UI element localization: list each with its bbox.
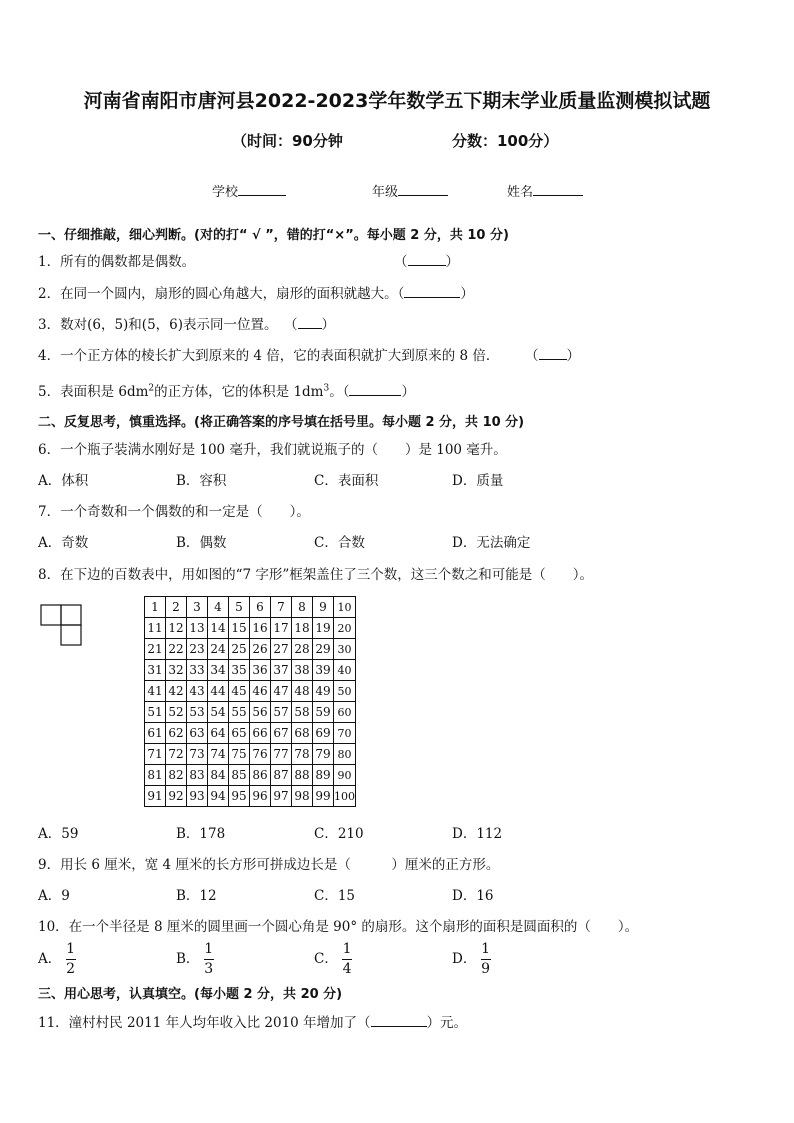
answer-2-blank[interactable] xyxy=(404,297,460,298)
q8-option-a[interactable]: A．59 xyxy=(38,826,79,842)
hundred-chart-cell: 17 xyxy=(271,618,292,639)
hundred-chart-cell: 5 xyxy=(229,597,250,618)
hundred-chart-cell: 51 xyxy=(145,702,166,723)
hundred-chart-cell: 89 xyxy=(313,765,334,786)
denominator: 4 xyxy=(342,961,352,977)
name-label: 姓名 xyxy=(507,185,534,200)
paren-close: ） xyxy=(321,317,335,333)
hundred-chart-cell: 95 xyxy=(229,786,250,807)
hundred-chart-cell: 11 xyxy=(145,618,166,639)
hundred-chart-cell: 50 xyxy=(334,681,356,702)
hundred-chart-cell: 96 xyxy=(250,786,271,807)
exam-time: （时间：90分钟 xyxy=(232,132,343,150)
name-field[interactable] xyxy=(507,181,583,200)
fraction xyxy=(204,942,214,977)
answer-1[interactable] xyxy=(394,250,459,270)
hundred-chart-cell: 57 xyxy=(271,702,292,723)
hundred-chart-cell: 18 xyxy=(292,618,313,639)
numerator: 1 xyxy=(204,941,214,957)
option-label: B． xyxy=(176,951,200,967)
hundred-chart-cell: 38 xyxy=(292,660,313,681)
numerator: 1 xyxy=(342,941,352,957)
exam-score: 分数：100分） xyxy=(452,132,559,150)
hundred-chart-cell: 13 xyxy=(187,618,208,639)
question-3-text: 3．数对(6，5)和(5，6)表示同一位置。 xyxy=(38,317,278,333)
question-5-sup-1: 2 xyxy=(148,383,155,394)
answer-1-blank[interactable] xyxy=(408,265,446,266)
hundred-chart-cell: 62 xyxy=(166,723,187,744)
denominator: 9 xyxy=(481,961,491,977)
hundred-chart-cell: 67 xyxy=(271,723,292,744)
hundred-chart-cell: 15 xyxy=(229,618,250,639)
q9-option-d[interactable]: D．16 xyxy=(452,888,494,904)
grade-label: 年级 xyxy=(372,185,399,200)
hundred-chart-cell: 76 xyxy=(250,744,271,765)
hundred-chart-cell: 41 xyxy=(145,681,166,702)
q7-option-d[interactable]: D．无法确定 xyxy=(452,535,531,551)
hundred-chart-cell: 43 xyxy=(187,681,208,702)
grade-field[interactable] xyxy=(372,181,448,200)
hundred-chart-cell: 45 xyxy=(229,681,250,702)
hundred-chart-row xyxy=(145,702,356,723)
hundred-chart-cell: 24 xyxy=(208,639,229,660)
paren-open: （ xyxy=(525,348,539,364)
hundred-chart-row xyxy=(145,639,356,660)
hundred-chart-cell: 21 xyxy=(145,639,166,660)
q6-option-b[interactable]: B．容积 xyxy=(176,473,227,489)
hundred-chart-cell: 46 xyxy=(250,681,271,702)
option-label: D． xyxy=(452,951,477,967)
hundred-chart-cell: 92 xyxy=(166,786,187,807)
question-1 xyxy=(38,250,195,270)
hundred-chart-cell: 78 xyxy=(292,744,313,765)
seven-shape-frame-figure xyxy=(40,604,82,646)
denominator: 3 xyxy=(204,961,214,977)
q6-option-d[interactable]: D．质量 xyxy=(452,473,504,489)
hundred-chart-cell: 9 xyxy=(313,597,334,618)
school-label: 学校 xyxy=(212,185,239,200)
hundred-chart-row xyxy=(145,786,356,807)
hundred-chart-cell: 90 xyxy=(334,765,356,786)
hundred-chart-cell: 37 xyxy=(271,660,292,681)
paren-close: ） xyxy=(445,254,459,270)
section-1-heading: 一、仔细推敲，细心判断。(对的打“ √ ”，错的打“×”。每小题 2 分，共 10 分) xyxy=(38,228,509,243)
paren-open: （ xyxy=(394,254,408,270)
q6-option-a[interactable]: A．体积 xyxy=(38,473,89,489)
question-1-text: 1．所有的偶数都是偶数。 xyxy=(38,254,196,270)
hundred-chart-cell: 75 xyxy=(229,744,250,765)
hundred-chart-cell: 68 xyxy=(292,723,313,744)
hundred-chart-cell: 100 xyxy=(334,786,356,807)
hundred-chart-row xyxy=(145,723,356,744)
hundred-chart-cell: 59 xyxy=(313,702,334,723)
question-5 xyxy=(38,380,415,400)
q10-option-c[interactable] xyxy=(314,942,352,977)
hundred-chart-cell: 8 xyxy=(292,597,313,618)
question-8: 8．在下边的百数表中，用如图的“7 字形”框架盖住了三个数，这三个数之和可能是（ ）。 xyxy=(38,567,594,583)
hundred-chart-row xyxy=(145,597,356,618)
question-11-text-a: 11．潼村村民 2011 年人均年收入比 2010 年增加了（ xyxy=(38,1015,371,1031)
hundred-chart-cell: 91 xyxy=(145,786,166,807)
hundred-chart-cell: 86 xyxy=(250,765,271,786)
school-blank[interactable] xyxy=(238,195,286,196)
hundred-chart-cell: 1 xyxy=(145,597,166,618)
q9-option-c[interactable]: C．15 xyxy=(314,888,356,904)
hundred-chart-cell: 99 xyxy=(313,786,334,807)
name-blank[interactable] xyxy=(533,195,583,196)
hundred-chart-cell: 84 xyxy=(208,765,229,786)
question-4 xyxy=(38,344,499,364)
hundred-chart-cell: 79 xyxy=(313,744,334,765)
school-field[interactable] xyxy=(212,181,286,200)
hundred-chart-cell: 54 xyxy=(208,702,229,723)
hundred-chart xyxy=(144,596,356,807)
hundred-chart-row xyxy=(145,681,356,702)
q9-option-b[interactable]: B．12 xyxy=(176,888,217,904)
hundred-chart-cell: 34 xyxy=(208,660,229,681)
paren-open: （ xyxy=(342,384,350,400)
hundred-chart-cell: 77 xyxy=(271,744,292,765)
hundred-chart-cell: 32 xyxy=(166,660,187,681)
hundred-chart-row xyxy=(145,618,356,639)
question-5-text-b: 的正方体，它的体积是 1dm xyxy=(154,384,324,400)
grade-blank[interactable] xyxy=(398,195,448,196)
q6-option-c[interactable]: C．表面积 xyxy=(314,473,379,489)
question-5-text-c: 。 xyxy=(329,384,343,400)
hundred-chart-cell: 82 xyxy=(166,765,187,786)
q7-option-b[interactable]: B．偶数 xyxy=(176,535,227,551)
hundred-chart-cell: 23 xyxy=(187,639,208,660)
answer-4-blank[interactable] xyxy=(539,359,567,360)
hundred-chart-cell: 56 xyxy=(250,702,271,723)
q8-option-c[interactable]: C．210 xyxy=(314,826,364,842)
denominator: 2 xyxy=(66,961,75,977)
hundred-chart-cell: 72 xyxy=(166,744,187,765)
hundred-chart-cell: 4 xyxy=(208,597,229,618)
q9-option-a[interactable]: A．9 xyxy=(38,888,70,904)
question-5-sup-2: 3 xyxy=(323,383,330,394)
hundred-chart-cell: 80 xyxy=(334,744,356,765)
hundred-chart-cell: 63 xyxy=(187,723,208,744)
hundred-chart-cell: 93 xyxy=(187,786,208,807)
hundred-chart-cell: 3 xyxy=(187,597,208,618)
question-2 xyxy=(38,282,474,302)
numerator: 1 xyxy=(481,941,491,957)
page-title: 河南省南阳市唐河县2022-2023学年数学五下期末学业质量监测模拟试题 xyxy=(83,90,711,112)
hundred-chart-cell: 29 xyxy=(313,639,334,660)
hundred-chart-cell: 52 xyxy=(166,702,187,723)
hundred-chart-cell: 14 xyxy=(208,618,229,639)
section-2-heading: 二、反复思考，慎重选择。(将正确答案的序号填在括号里。每小题 2 分，共 10 分) xyxy=(38,415,525,430)
question-5-text-a: 5．表面积是 6dm xyxy=(38,384,149,400)
q8-option-b[interactable]: B．178 xyxy=(176,826,226,842)
hundred-chart-cell: 83 xyxy=(187,765,208,786)
hundred-chart-cell: 10 xyxy=(334,597,356,618)
paren-open: （ xyxy=(397,286,405,302)
hundred-chart-cell: 81 xyxy=(145,765,166,786)
q10-option-b[interactable] xyxy=(176,942,214,977)
hundred-chart-cell: 25 xyxy=(229,639,250,660)
hundred-chart-cell: 69 xyxy=(313,723,334,744)
hundred-chart-cell: 16 xyxy=(250,618,271,639)
fraction xyxy=(66,942,76,977)
fraction xyxy=(481,942,491,977)
hundred-chart-cell: 30 xyxy=(334,639,356,660)
hundred-chart-cell: 26 xyxy=(250,639,271,660)
hundred-chart-cell: 88 xyxy=(292,765,313,786)
hundred-chart-cell: 85 xyxy=(229,765,250,786)
hundred-chart-cell: 39 xyxy=(313,660,334,681)
hundred-chart-cell: 87 xyxy=(271,765,292,786)
hundred-chart-cell: 58 xyxy=(292,702,313,723)
hundred-chart-cell: 65 xyxy=(229,723,250,744)
hundred-chart-cell: 49 xyxy=(313,681,334,702)
answer-11-blank[interactable] xyxy=(371,1026,427,1027)
hundred-chart-cell: 28 xyxy=(292,639,313,660)
hundred-chart-cell: 20 xyxy=(334,618,356,639)
question-11 xyxy=(38,1011,467,1031)
answer-4[interactable] xyxy=(525,344,580,364)
hundred-chart-cell: 44 xyxy=(208,681,229,702)
question-11-text-b: ）元。 xyxy=(426,1015,468,1031)
section-3-heading: 三、用心思考，认真填空。(每小题 2 分，共 20 分) xyxy=(38,987,343,1002)
hundred-chart-cell: 35 xyxy=(229,660,250,681)
q7-option-c[interactable]: C．合数 xyxy=(314,535,365,551)
hundred-chart-cell: 73 xyxy=(187,744,208,765)
question-7: 7．一个奇数和一个偶数的和一定是（ ）。 xyxy=(38,504,310,520)
hundred-chart-cell: 6 xyxy=(250,597,271,618)
hundred-chart-cell: 19 xyxy=(313,618,334,639)
q10-option-d[interactable] xyxy=(452,942,491,977)
hundred-chart-cell: 31 xyxy=(145,660,166,681)
hundred-chart-cell: 33 xyxy=(187,660,208,681)
hundred-chart-cell: 22 xyxy=(166,639,187,660)
answer-3-blank[interactable] xyxy=(298,328,322,329)
hundred-chart-cell: 97 xyxy=(271,786,292,807)
hundred-chart-cell: 36 xyxy=(250,660,271,681)
hundred-chart-cell: 70 xyxy=(334,723,356,744)
hundred-chart-cell: 55 xyxy=(229,702,250,723)
hundred-chart-cell: 60 xyxy=(334,702,356,723)
paren-close: ） xyxy=(566,348,580,364)
hundred-chart-cell: 66 xyxy=(250,723,271,744)
q8-option-d[interactable]: D．112 xyxy=(452,826,503,842)
paren-close: ） xyxy=(401,384,415,400)
hundred-chart-cell: 74 xyxy=(208,744,229,765)
answer-3[interactable] xyxy=(284,313,335,333)
option-label: C． xyxy=(314,951,338,967)
hundred-chart-cell: 42 xyxy=(166,681,187,702)
hundred-chart-cell: 94 xyxy=(208,786,229,807)
paren-close: ） xyxy=(460,286,474,302)
hundred-chart-cell: 48 xyxy=(292,681,313,702)
hundred-chart-cell: 53 xyxy=(187,702,208,723)
answer-5-blank[interactable] xyxy=(349,395,401,396)
q7-option-a[interactable]: A．奇数 xyxy=(38,535,89,551)
hundred-chart-cell: 98 xyxy=(292,786,313,807)
question-3 xyxy=(38,313,278,333)
hundred-chart-cell: 2 xyxy=(166,597,187,618)
numerator: 1 xyxy=(66,941,75,957)
hundred-chart-cell: 12 xyxy=(166,618,187,639)
hundred-chart-cell: 27 xyxy=(271,639,292,660)
question-4-text: 4．一个正方体的棱长扩大到原来的 4 倍，它的表面积就扩大到原来的 8 倍． xyxy=(38,348,500,364)
option-label: A． xyxy=(38,951,62,967)
hundred-chart-cell: 7 xyxy=(271,597,292,618)
question-2-text: 2．在同一个圆内，扇形的圆心角越大，扇形的面积就越大。 xyxy=(38,286,398,302)
hundred-chart-cell: 71 xyxy=(145,744,166,765)
fraction xyxy=(342,942,352,977)
paren-open: （ xyxy=(284,317,298,333)
hundred-chart-row xyxy=(145,765,356,786)
question-9: 9．用长 6 厘米，宽 4 厘米的长方形可拼成边长是（ ）厘米的正方形。 xyxy=(38,857,500,873)
question-10: 10．在一个半径是 8 厘米的圆里画一个圆心角是 90° 的扇形。这个扇形的面积是圆面积的（ ）。 xyxy=(38,919,639,935)
hundred-chart-cell: 61 xyxy=(145,723,166,744)
hundred-chart-cell: 64 xyxy=(208,723,229,744)
hundred-chart-row xyxy=(145,660,356,681)
hundred-chart-cell: 47 xyxy=(271,681,292,702)
hundred-chart-row xyxy=(145,744,356,765)
question-6: 6．一个瓶子装满水刚好是 100 毫升，我们就说瓶子的（ ）是 100 毫升。 xyxy=(38,442,507,458)
q10-option-a[interactable] xyxy=(38,942,76,977)
hundred-chart-cell: 40 xyxy=(334,660,356,681)
